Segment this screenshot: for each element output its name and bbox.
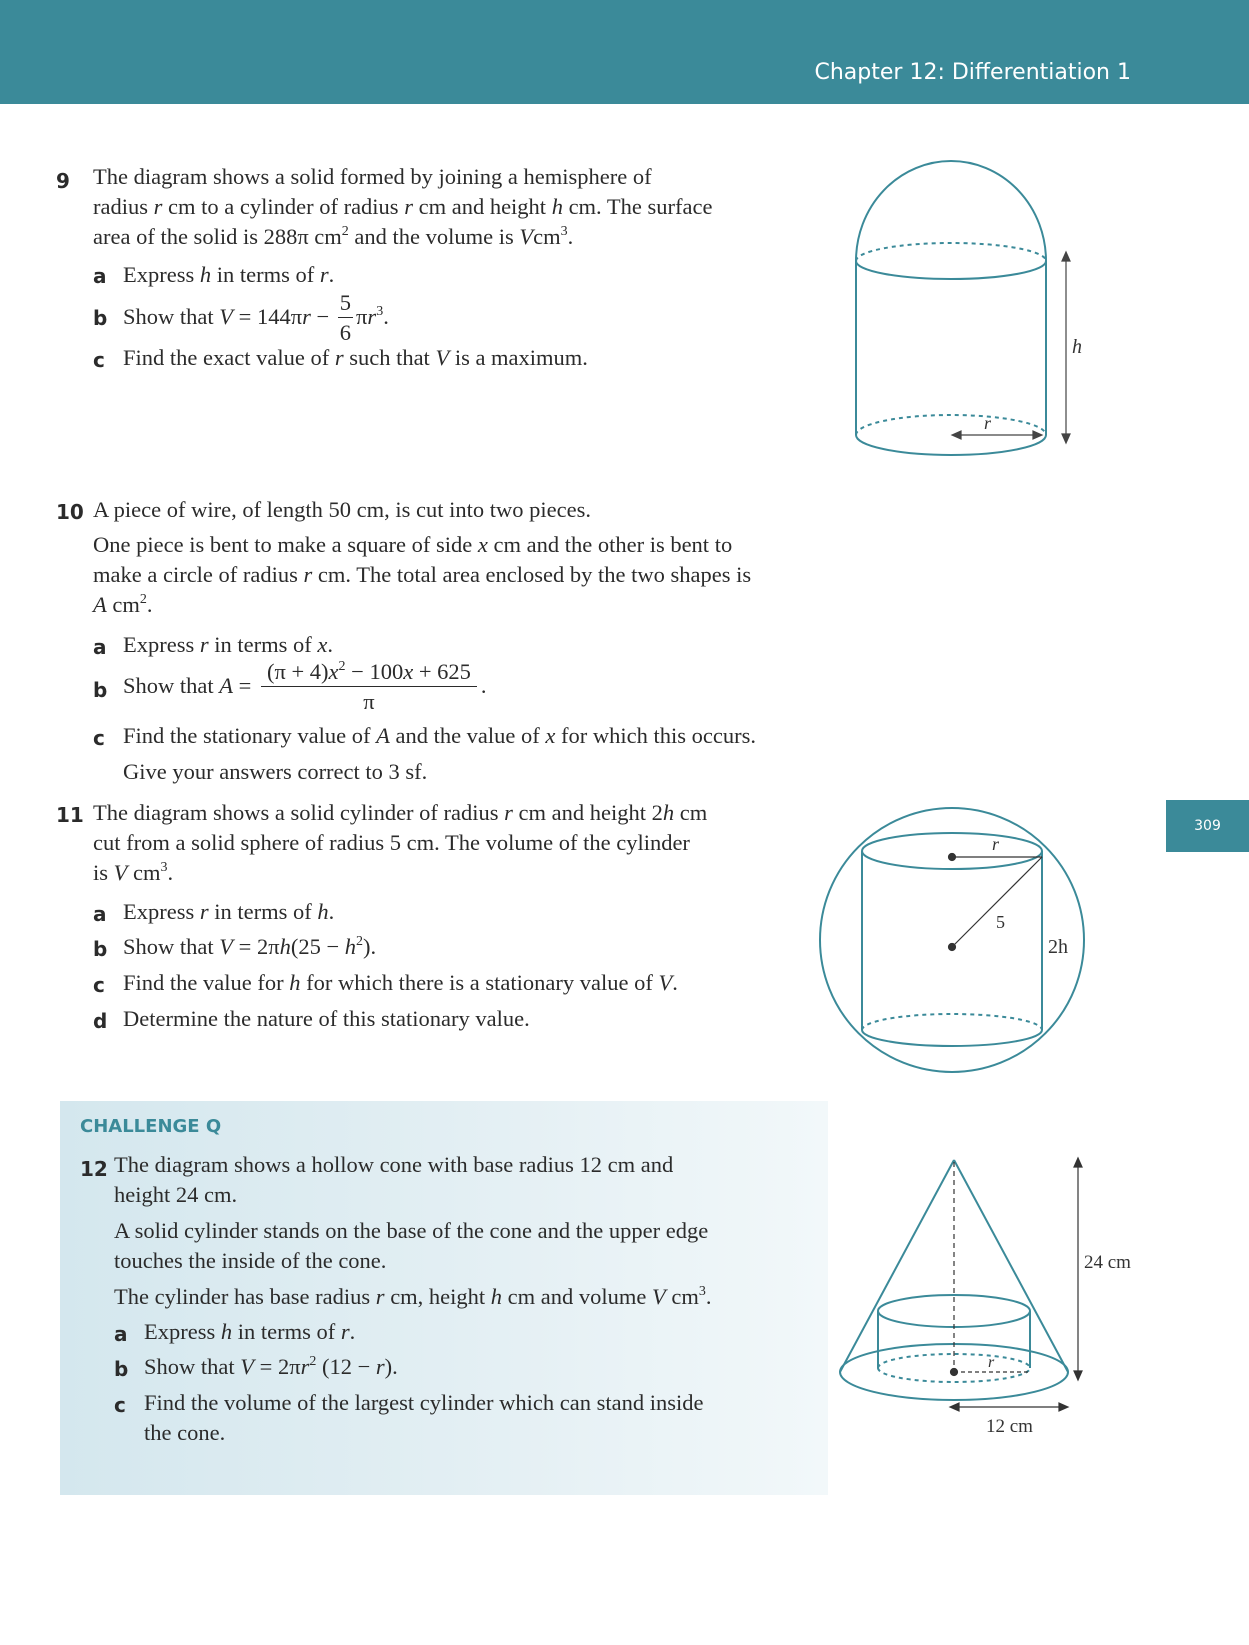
part-b-text: Show that V = 144πr − $\frac{5}{6}$ $\pi r^3$. xyxy=(123,287,389,348)
part-b-text: Show that A = $\frac{(\pi + 4)x^2 - 100x + 625}{\pi}$ . xyxy=(123,656,487,717)
part-label: b xyxy=(93,678,108,702)
part-label: c xyxy=(93,348,105,372)
question-text: make a circle of radius r cm. The total area enclosed by the two shapes is xyxy=(93,562,752,587)
chapter-title: Chapter 12: Differentiation 1 xyxy=(814,60,1131,85)
part-d-text: Determine the nature of this stationary value. xyxy=(123,1006,530,1031)
part-c-text: Find the value for h for which there is a stationary value of V. xyxy=(123,970,678,995)
part-c-text: Find the exact value of r such that V is a maximum. xyxy=(123,345,588,370)
part-a-text: Express h in terms of r. xyxy=(123,262,335,287)
question-text: A $cm^2$. xyxy=(93,592,153,617)
hemisphere-cylinder-diagram xyxy=(840,155,1100,475)
question-text: area of the solid is 288π $cm^2$ and the volume is Vcm$^3$. xyxy=(93,224,574,249)
part-label: b xyxy=(93,306,108,330)
h-label: h xyxy=(1072,336,1082,358)
two-h-label: 2h xyxy=(1048,936,1068,958)
part-c-text: the cone. xyxy=(144,1420,226,1445)
question-text: A piece of wire, of length 50 cm, is cut into two pieces. xyxy=(93,497,591,522)
question-number: 12 xyxy=(80,1157,108,1181)
part-label: d xyxy=(93,1009,108,1033)
question-text: The diagram shows a solid cylinder of radius r cm and height 2h cm xyxy=(93,800,708,825)
question-text: cut from a solid sphere of radius 5 cm. The volume of the cylinder xyxy=(93,830,690,855)
height-label: 24 cm xyxy=(1084,1252,1131,1273)
part-b-text: Show that $V = 2\pi r^2$ (12 − r). xyxy=(144,1354,398,1379)
part-a-text: Express r in terms of h. xyxy=(123,899,335,924)
challenge-label: CHALLENGE Q xyxy=(80,1116,222,1137)
question-text: The diagram shows a solid formed by joining a hemisphere of xyxy=(93,164,652,189)
radius-label: 12 cm xyxy=(986,1416,1033,1437)
part-c-text: Find the stationary value of A and the value of x for which this occurs. xyxy=(123,723,756,748)
question-text: The cylinder has base radius r cm, height h cm and volume V $cm^3$. xyxy=(114,1284,712,1309)
part-label: a xyxy=(93,264,107,288)
question-text: touches the inside of the cone. xyxy=(114,1248,387,1273)
question-text: The diagram shows a hollow cone with base radius 12 cm and xyxy=(114,1152,674,1177)
fraction: $\frac{(\pi + 4)x^2 - 100x + 625}{\pi}$ xyxy=(261,658,477,717)
page-number: 309 xyxy=(1166,800,1249,852)
r-label: r xyxy=(988,1354,995,1371)
question-text: height 24 cm. xyxy=(114,1182,238,1207)
part-label: c xyxy=(114,1393,126,1417)
r-label: r xyxy=(992,834,1000,854)
part-label: b xyxy=(114,1357,129,1381)
part-label: a xyxy=(93,635,107,659)
part-a-text: Express h in terms of r. xyxy=(144,1319,356,1344)
part-b-text: Show that $V = 2\pi h(25 - h^2)$. xyxy=(123,934,377,959)
part-c-text: Give your answers correct to 3 sf. xyxy=(123,759,428,784)
question-text: is V $cm^3$. xyxy=(93,860,174,885)
part-a-text: Express r in terms of x. xyxy=(123,632,333,657)
chapter-header-bar xyxy=(0,0,1249,104)
question-number: 11 xyxy=(56,803,84,827)
cone-cylinder-diagram xyxy=(830,1150,1150,1440)
part-label: a xyxy=(114,1322,128,1346)
cylinder-in-sphere-diagram xyxy=(812,805,1102,1075)
part-label: c xyxy=(93,726,105,750)
question-number: 9 xyxy=(56,169,70,193)
part-label: b xyxy=(93,937,108,961)
radius-five-label: 5 xyxy=(996,912,1005,932)
question-number: 10 xyxy=(56,500,84,524)
part-c-text: Find the volume of the largest cylinder which can stand inside xyxy=(144,1390,704,1415)
question-text: One piece is bent to make a square of side x cm and the other is bent to xyxy=(93,532,733,557)
r-label: r xyxy=(984,413,992,433)
part-label: a xyxy=(93,902,107,926)
part-label: c xyxy=(93,973,105,997)
question-text: A solid cylinder stands on the base of the cone and the upper edge xyxy=(114,1218,709,1243)
question-text: radius r cm to a cylinder of radius r cm and height h cm. The surface xyxy=(93,194,713,219)
fraction: $\frac{5}{6}$ xyxy=(339,290,352,346)
